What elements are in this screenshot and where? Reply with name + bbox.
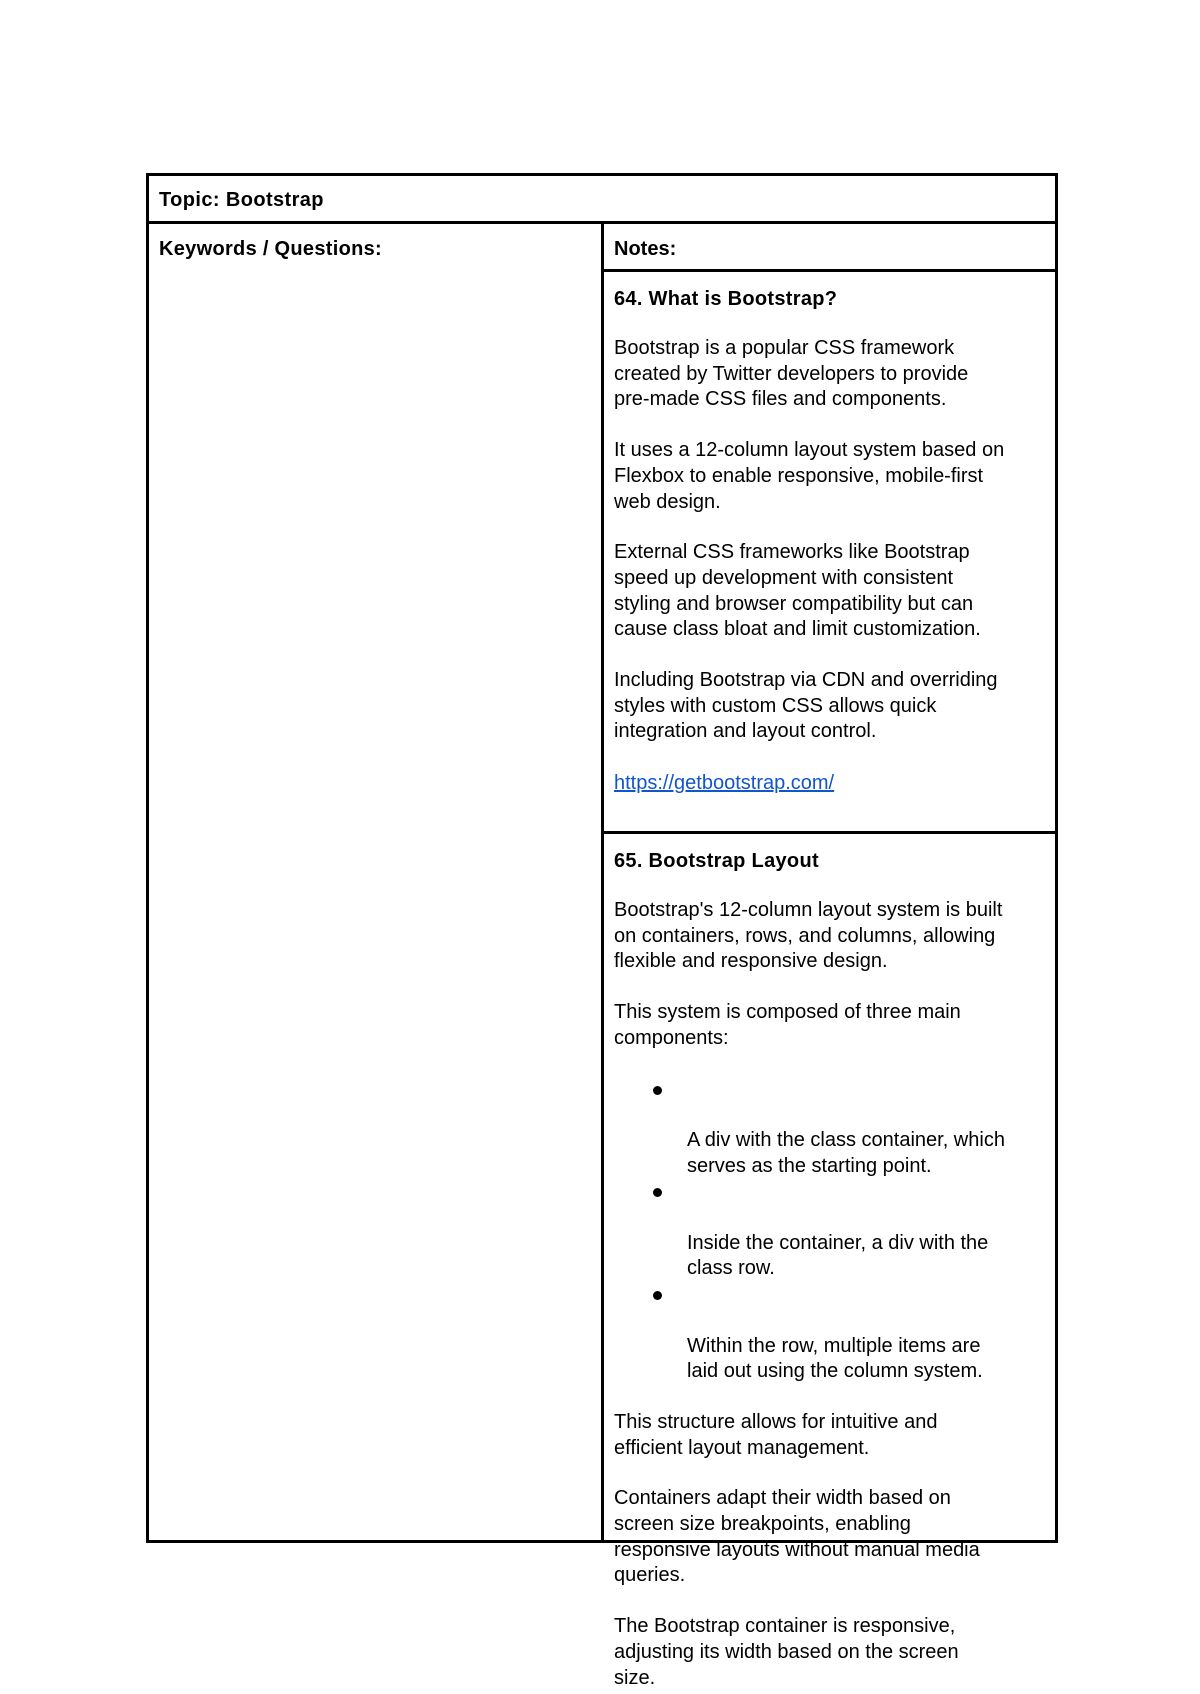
topic-label: Topic: Bootstrap (159, 189, 324, 211)
keywords-questions-heading: Keywords / Questions: (159, 238, 383, 260)
layout-component-item (614, 1179, 1045, 1282)
bootstrap-website-link[interactable]: https://getbootstrap.com/ (614, 772, 835, 795)
note-65-paragraph: This structure allows for intuitive and efficient layout management. (614, 1410, 938, 1459)
note-65-paragraph: The Bootstrap container is responsive, adjusting its width based on the screen size. (614, 1615, 959, 1689)
note-64-title: 64. What is Bootstrap? (614, 288, 838, 310)
layout-component-item (614, 1077, 1045, 1180)
layout-component-text: A div with the class container, which serves as the starting point. (687, 1128, 1005, 1177)
notes-heading: Notes: (614, 238, 677, 260)
note-64-paragraph: Bootstrap is a popular CSS framework created by Twitter developers to provide pre-made CSS files and components. (614, 337, 969, 411)
note-65-paragraph: Containers adapt their width based on screen size breakpoints, enabling responsive layouts without manual media queries. (614, 1487, 980, 1587)
note-65-title: 65. Bootstrap Layout (614, 850, 819, 872)
bullet-dot-icon (653, 1188, 662, 1197)
note-65-cell (604, 834, 1055, 1689)
layout-component-text: Inside the container, a div with the class row. (687, 1231, 989, 1280)
notes-header (604, 224, 1055, 272)
layout-components-list (614, 1077, 1045, 1385)
bullet-dot-icon (653, 1086, 662, 1095)
note-64-paragraph: Including Bootstrap via CDN and overriding styles with custom CSS allows quick integration and layout control. (614, 669, 998, 743)
layout-component-item (614, 1282, 1045, 1385)
topic-row (149, 176, 1055, 224)
note-64-paragraph: External CSS frameworks like Bootstrap speed up development with consistent styling and browser compatibility but can cause class bloat and limit customization. (614, 541, 981, 641)
note-64-cell (604, 272, 1055, 834)
cornell-notes-table (146, 173, 1058, 1689)
note-65-paragraph: This system is composed of three main components: (614, 1001, 961, 1049)
keywords-questions-column (149, 224, 604, 1540)
note-65-paragraph: Bootstrap's 12-column layout system is built on containers, rows, and columns, allowing flexible and responsive design. (614, 899, 1003, 973)
note-64-paragraph: It uses a 12-column layout system based on Flexbox to enable responsive, mobile-first web design. (614, 439, 1005, 513)
bullet-dot-icon (653, 1291, 662, 1300)
layout-component-text: Within the row, multiple items are laid out using the column system. (687, 1334, 983, 1383)
